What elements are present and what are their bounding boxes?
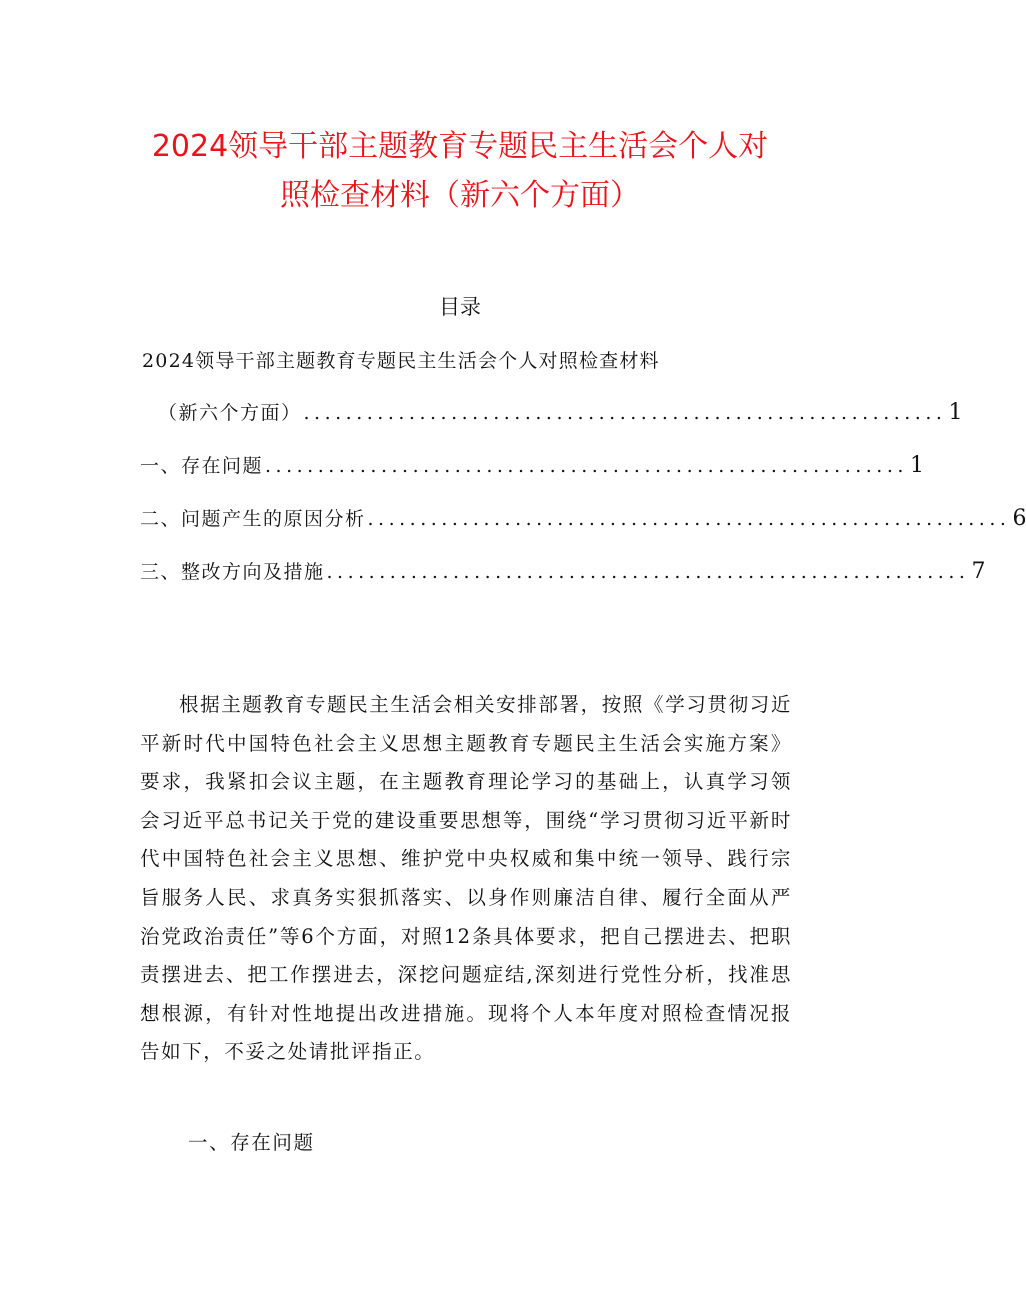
toc-page-number: 1 [948,400,963,425]
toc-entry[interactable] [140,504,1026,534]
intro-paragraph: 根据主题教育专题民主生活会相关安排部署，按照《学习贯彻习近平新时代中国特色社会主义思想主题教育专题民主生活会实施方案》要求，我紧扣会议主题，在主题教育理论学习的基础上，认真学习领会习近平总书记关于党的建设重要思想等，围绕“学习贯彻习近平新时代中国特色社会主义思想、维护党中央权威和集中统一领导、践行宗旨服务人民、求真务实狠抓落实、以身作则廉洁自律、履行全面从严治党政治责任”等6个方面，对照12条具体要求，把自己摆进去、把职责摆进去、把工作摆进去，深挖问题症结,深刻进行党性分析，找准思想根源，有针对性地提出改进措施。现将个人本年度对照检查情况报告如下，不妥之处请批评指正。 [140,693,792,1064]
toc-entry-label: 二、问题产生的原因分析 [140,508,366,530]
toc-entry[interactable] [140,451,924,481]
section-heading: 一、存在问题 [188,1131,315,1154]
toc-entry-label: 三、整改方向及措施 [140,561,325,583]
toc-entry-title[interactable]: 2024领导干部主题教育专题民主生活会个人对照检查材料 [142,350,660,372]
toc-leader-dots: ............................................................. [265,455,908,477]
document-title [100,122,820,220]
toc-leader-dots: ............................................................. [326,561,970,583]
toc-entry-label: （新六个方面） [158,402,302,424]
toc-heading: 目录 [439,295,481,319]
toc-entry-label: 一、存在问题 [140,455,264,477]
toc-leader-dots: ............................................................. [303,402,947,424]
title-line-1: 2024领导干部主题教育专题民主生活会个人对 [151,129,769,164]
toc-page-number: 1 [909,453,924,478]
toc-page-number: 7 [971,559,986,584]
toc-page-number: 6 [1012,506,1026,531]
toc-leader-dots: ............................................................. [367,508,1011,530]
toc-entry[interactable] [158,398,963,428]
toc-entry[interactable] [140,557,986,587]
title-line-2: 照检查材料（新六个方面） [280,178,640,213]
